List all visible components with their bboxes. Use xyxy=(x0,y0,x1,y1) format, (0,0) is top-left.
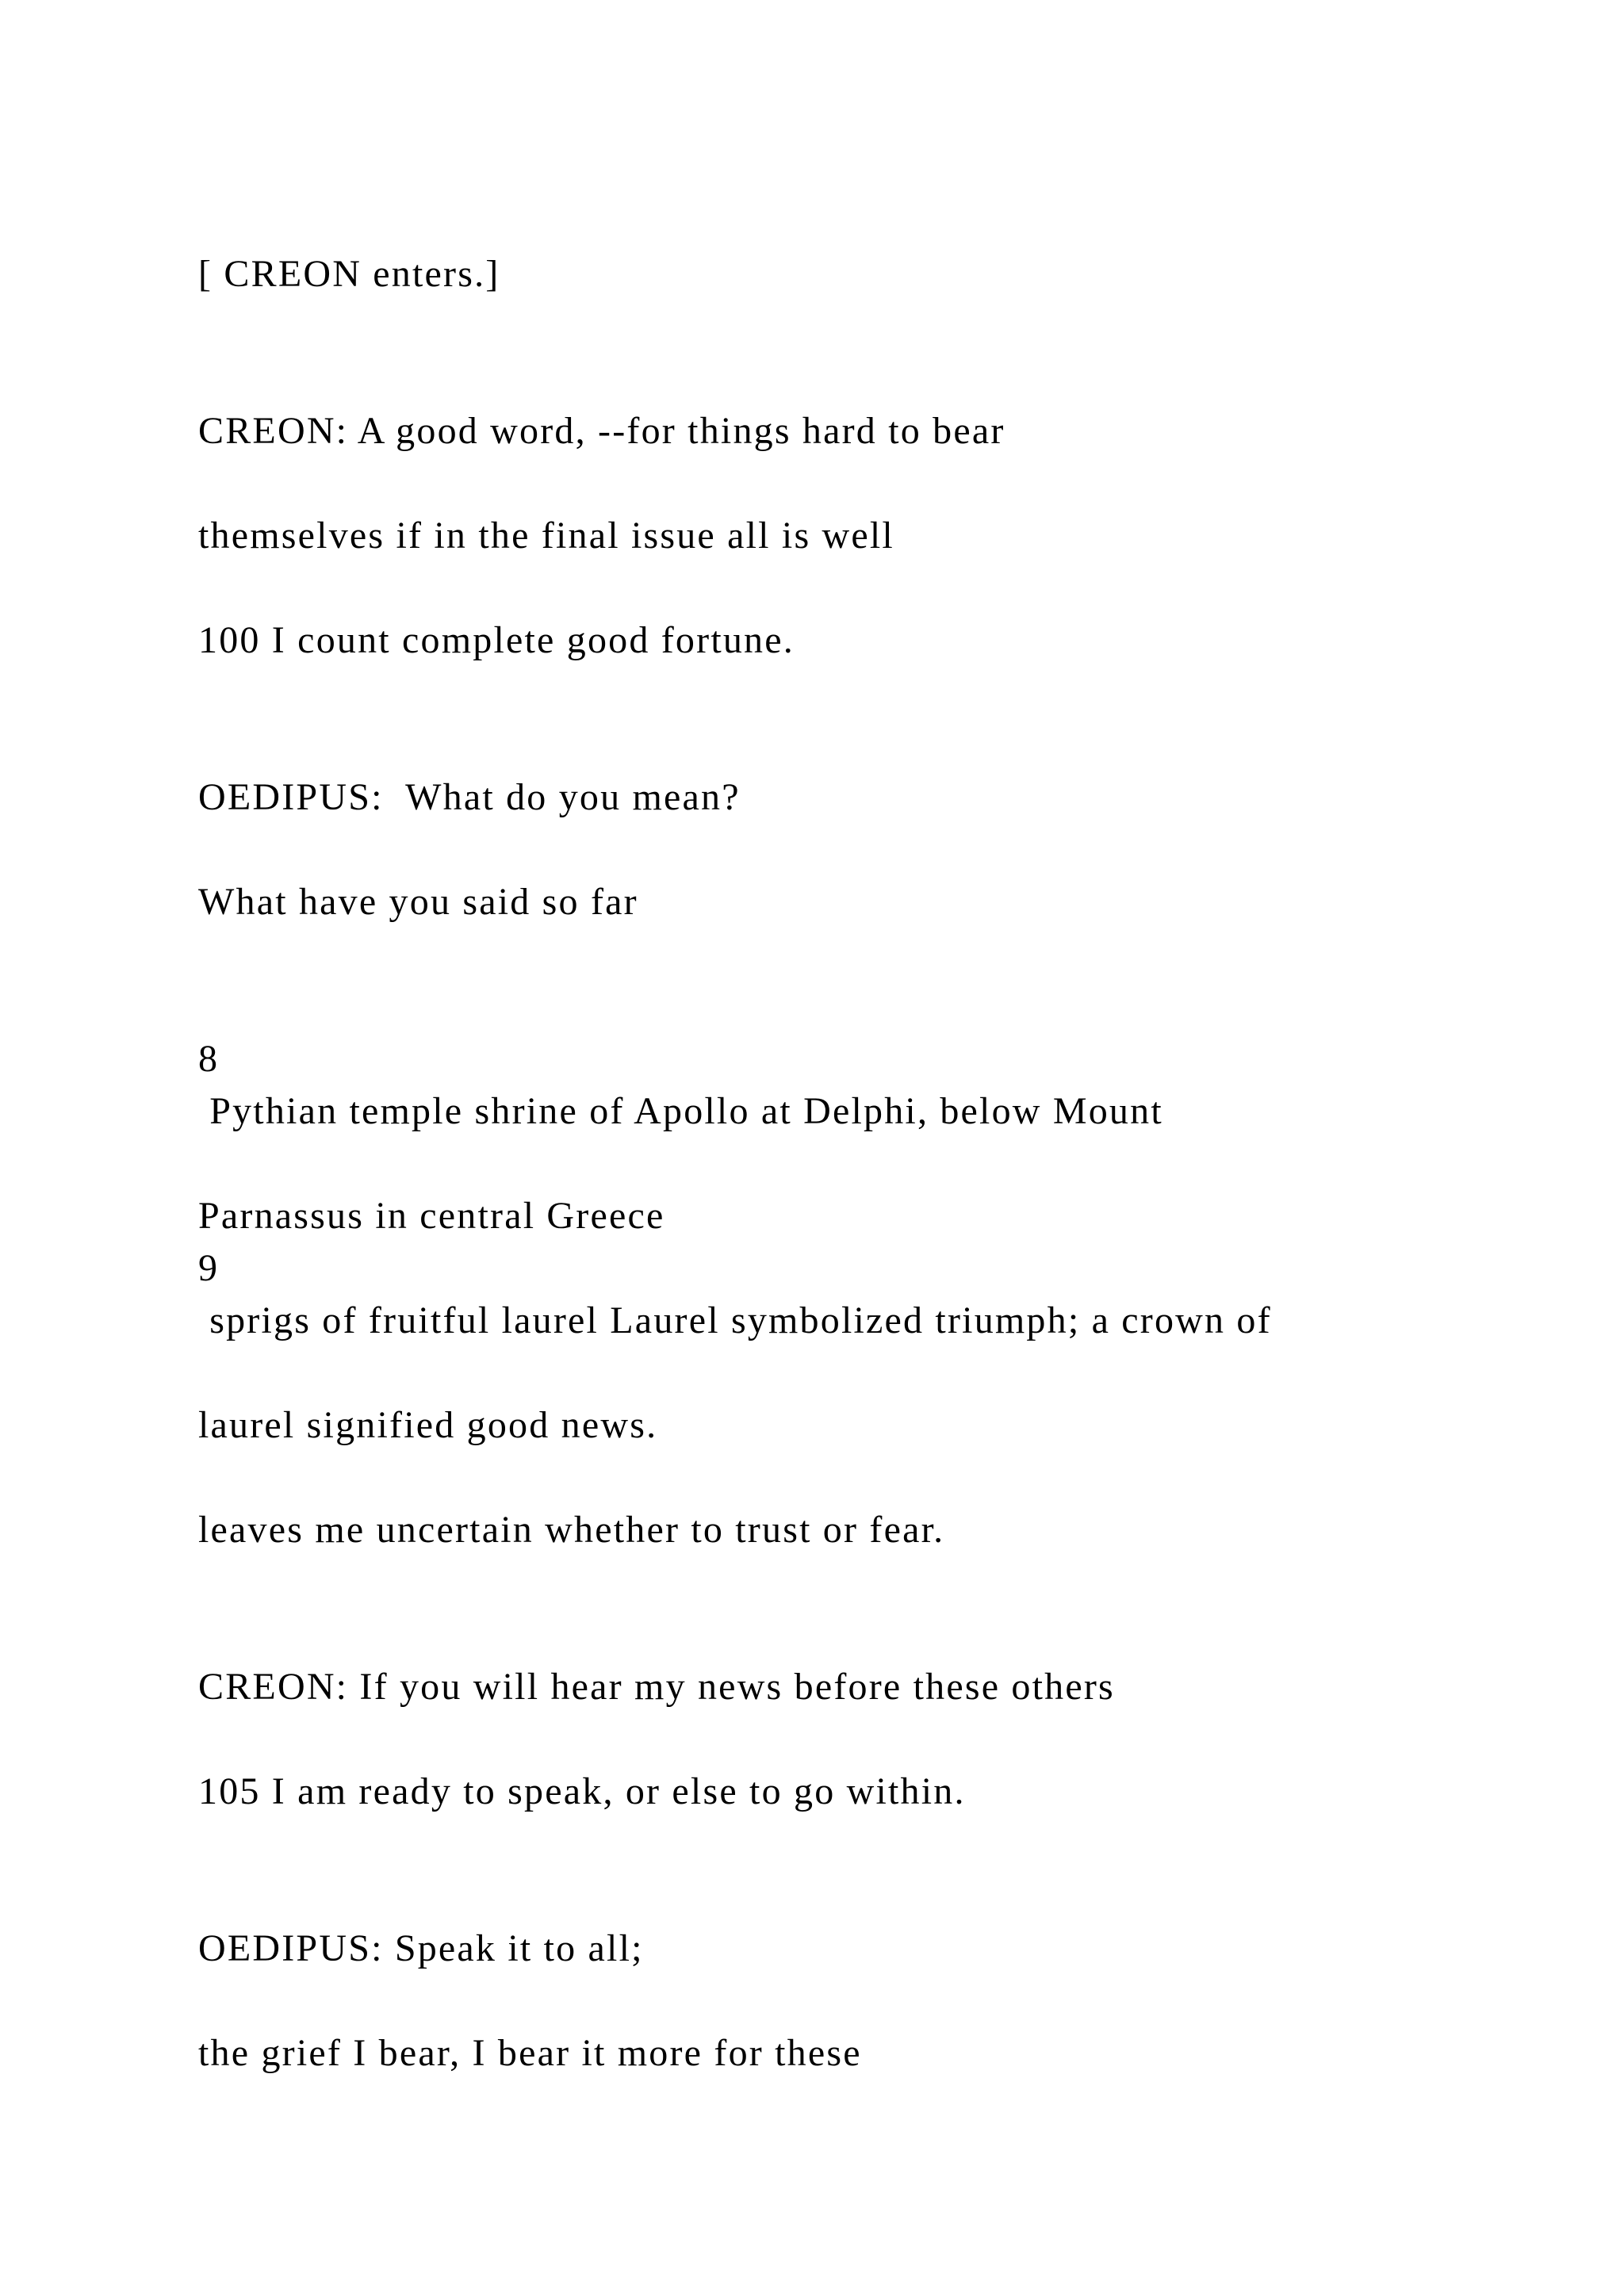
footnote-9-line-1: sprigs of fruitful laurel Laurel symbolized triumph; a crown of xyxy=(198,1299,1272,1341)
oedipus-line-1: OEDIPUS: What do you mean? xyxy=(198,776,741,818)
oedipus-line-4: OEDIPUS: Speak it to all; xyxy=(198,1927,644,1969)
footnote-8-line-1: Pythian temple shrine of Apollo at Delphi, below Mount xyxy=(198,1090,1163,1132)
stage-direction: [ CREON enters.] xyxy=(198,253,500,295)
oedipus-line-2: What have you said so far xyxy=(198,881,638,923)
creon-line-2: themselves if in the final issue all is well xyxy=(198,515,894,557)
oedipus-line-3: leaves me uncertain whether to trust or fear. xyxy=(198,1509,945,1551)
footnote-8-line-2: Parnassus in central Greece xyxy=(198,1195,665,1237)
creon-line-4: CREON: If you will hear my news before these others xyxy=(198,1666,1115,1708)
creon-line-1: CREON: A good word, --for things hard to bear xyxy=(198,410,1005,452)
footnote-8-number: 8 xyxy=(198,1038,220,1080)
creon-line-3: 100 I count complete good fortune. xyxy=(198,619,795,661)
creon-line-5: 105 I am ready to speak, or else to go within. xyxy=(198,1770,966,1812)
oedipus-line-5: the grief I bear, I bear it more for these xyxy=(198,2032,862,2074)
footnote-9-line-2: laurel signified good news. xyxy=(198,1404,658,1446)
footnote-9-number: 9 xyxy=(198,1247,220,1289)
